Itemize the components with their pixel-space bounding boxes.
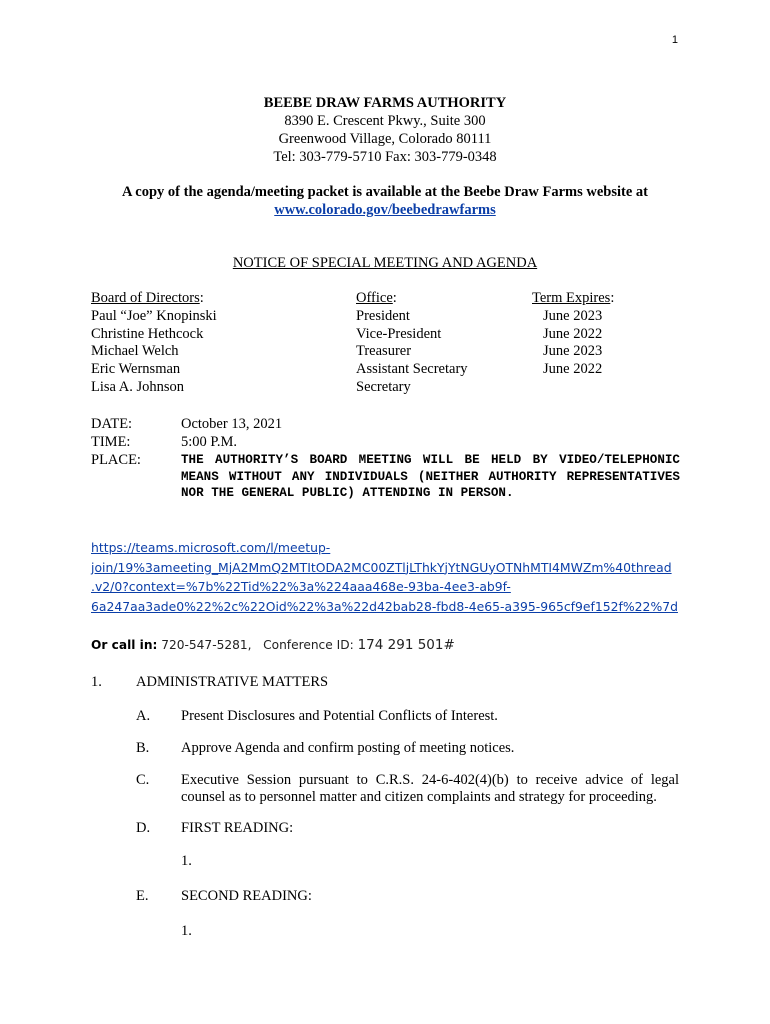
address-line1: 8390 E. Crescent Pkwy., Suite 300	[284, 113, 486, 129]
term-header: Term Expires:	[532, 290, 615, 306]
office-header: Office:	[356, 290, 397, 306]
packet-notice-link-wrap	[0, 201, 770, 219]
time-label: TIME:	[91, 434, 131, 450]
page-number: 1	[671, 34, 678, 46]
director-office: Secretary	[356, 378, 411, 395]
place-label: PLACE:	[91, 452, 141, 468]
agenda-item-text: SECOND READING:	[181, 888, 312, 904]
agenda-item-text: Present Disclosures and Potential Conflicts of Interest.	[181, 708, 498, 724]
director-name: Michael Welch	[91, 343, 179, 360]
agenda-item-letter: D.	[136, 820, 151, 836]
phone-fax: Tel: 303-779-5710 Fax: 303-779-0348	[273, 149, 497, 165]
director-name: Eric Wernsman	[91, 361, 181, 378]
director-term: June 2022	[543, 325, 603, 342]
teams-meeting-link[interactable]	[91, 538, 686, 616]
agenda-subitem: 1.	[181, 923, 192, 939]
conference-id: 174 291 501#	[357, 637, 455, 653]
meeting-place: THE AUTHORITY’S BOARD MEETING WILL BE HELD BY VIDEO/TELEPHONIC MEANS WITHOUT ANY INDIVIDUALS (NEITHER AUTHORITY REPRESENTATIVES NOR THE GENERAL PUBLIC) ATTENDING IN PERSON.	[181, 453, 680, 500]
call-in-label: Or call in:	[91, 638, 158, 652]
teams-link-line[interactable]: https://teams.microsoft.com/l/meetup-	[91, 540, 331, 555]
call-in-phone: 720-547-5281,	[161, 638, 252, 652]
packet-notice-link[interactable]: www.colorado.gov/beebedrawfarms	[274, 202, 496, 218]
teams-link-line[interactable]: .v2/0?context=%7b%22Tid%22%3a%224aaa468e-93ba-4ee3-ab9f-	[91, 579, 511, 595]
director-office: Treasurer	[356, 343, 412, 360]
director-name: Paul “Joe” Knopinski	[91, 307, 217, 324]
agenda-item-text: Executive Session pursuant to C.R.S. 24-6-402(4)(b) to receive advice of legal counsel as to personnel matter and citizen complaints and strategy for proceeding.	[181, 772, 679, 805]
director-term: June 2023	[543, 343, 603, 360]
term-column	[532, 290, 614, 379]
meeting-date: October 13, 2021	[181, 416, 283, 432]
agenda-section-number: 1.	[91, 674, 102, 690]
agenda-item-text: Approve Agenda and confirm posting of meeting notices.	[181, 740, 515, 756]
teams-link-line[interactable]: 6a247aa3ade0%22%2c%22Oid%22%3a%22d42bab28-fbd8-4e65-a395-965cf9ef152f%22%7d	[91, 598, 678, 614]
packet-notice-text: A copy of the agenda/meeting packet is available at the Beebe Draw Farms website at	[122, 184, 648, 200]
meeting-time: 5:00 P.M.	[181, 434, 238, 450]
director-name: Christine Hethcock	[91, 325, 204, 342]
director-term: June 2022	[543, 361, 603, 378]
director-office: Assistant Secretary	[356, 361, 468, 378]
director-name: Lisa A. Johnson	[91, 378, 185, 395]
director-office: Vice-President	[356, 325, 442, 342]
notice-title	[0, 254, 770, 272]
conference-label: Conference ID:	[263, 638, 354, 652]
notice-title-text: NOTICE OF SPECIAL MEETING AND AGENDA	[232, 255, 538, 271]
director-term: June 2023	[543, 307, 603, 324]
agenda-item-text: FIRST READING:	[181, 820, 294, 836]
agenda-item-letter: A.	[136, 708, 151, 724]
agenda-subitem: 1.	[181, 853, 192, 869]
call-in-line	[91, 637, 455, 653]
director-office: President	[356, 307, 410, 324]
directors-header: Board of Directors:	[91, 290, 204, 306]
agenda-item-letter: C.	[136, 772, 150, 788]
agenda-item-letter: B.	[136, 740, 150, 756]
address-line2: Greenwood Village, Colorado 80111	[278, 131, 492, 147]
office-column	[356, 290, 468, 397]
org-name: BEEBE DRAW FARMS AUTHORITY	[263, 95, 507, 111]
date-label: DATE:	[91, 416, 133, 432]
agenda-item-letter: E.	[136, 888, 149, 904]
directors-column	[91, 290, 217, 397]
agenda-section-title: ADMINISTRATIVE MATTERS	[136, 674, 329, 690]
teams-link-line[interactable]: join/19%3ameeting_MjA2MmQ2MTItODA2MC00ZTljLThkYjYtNGUyOTNhMTI4MWZm%40thread	[91, 559, 672, 575]
